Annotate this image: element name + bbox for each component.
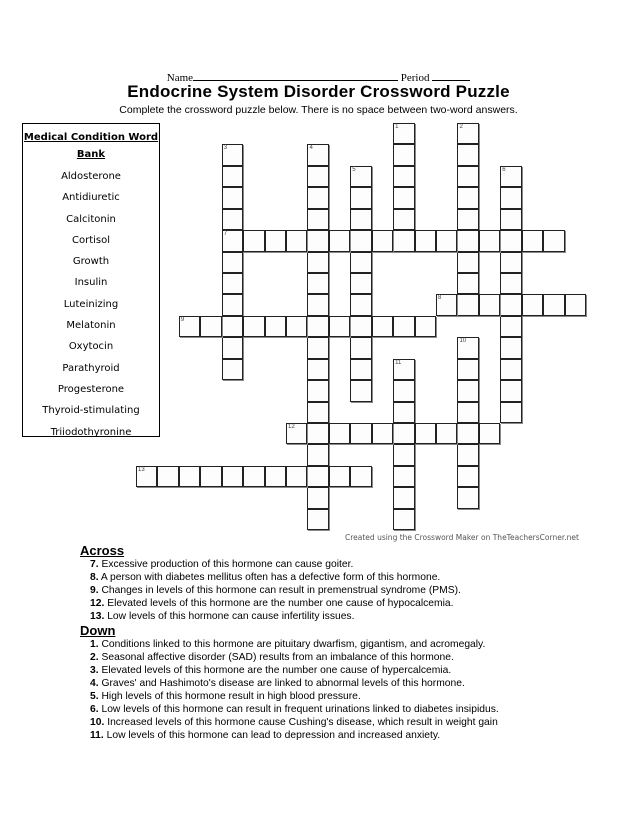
word-bank-item: Antidiuretic	[62, 192, 120, 204]
grid-cell[interactable]	[222, 252, 243, 273]
grid-cell[interactable]	[393, 423, 414, 444]
word-bank-item: Parathyroid	[62, 362, 120, 374]
clue-number-label: 8	[438, 295, 442, 302]
clue-number: 8.	[90, 572, 99, 583]
grid-cell[interactable]	[350, 209, 371, 230]
grid-cell[interactable]	[350, 466, 371, 487]
clue-text: Low levels of this hormone can cause infertility issues.	[107, 611, 355, 622]
grid-cell[interactable]	[350, 423, 371, 444]
grid-cell[interactable]	[243, 316, 264, 337]
grid-cell[interactable]	[500, 316, 521, 337]
clue-text: Seasonal affective disorder (SAD) results from an imbalance of this hormone.	[101, 652, 454, 663]
grid-cell[interactable]	[307, 487, 328, 508]
clue-text: High levels of this hormone result in high blood pressure.	[101, 691, 361, 702]
grid-cell[interactable]	[307, 402, 328, 423]
grid-cell[interactable]	[307, 144, 328, 165]
grid-cell[interactable]	[457, 123, 478, 144]
grid-cell[interactable]	[200, 466, 221, 487]
clue-text: Changes in levels of this hormone can result in premenstrual syndrome (PMS).	[101, 585, 461, 596]
grid-cell[interactable]	[222, 316, 243, 337]
clue-number: 7.	[90, 559, 99, 570]
clue-text: Elevated levels of this hormone are the number one cause of hypocalcemia.	[107, 598, 454, 609]
grid-cell[interactable]	[393, 359, 414, 380]
grid-cell[interactable]	[543, 230, 564, 251]
clue-number-label: 1	[395, 124, 399, 130]
grid-cell[interactable]	[307, 380, 328, 401]
grid-cell[interactable]	[479, 230, 500, 251]
grid-cell[interactable]	[393, 466, 414, 487]
down-clue	[80, 716, 600, 729]
grid-cell[interactable]	[136, 466, 157, 487]
grid-cell[interactable]	[500, 337, 521, 358]
grid-cell[interactable]	[222, 166, 243, 187]
grid-cell[interactable]	[265, 466, 286, 487]
grid-cell[interactable]	[307, 252, 328, 273]
clue-text: Elevated levels of this hormone are the number one cause of hypercalcemia.	[101, 665, 452, 676]
clue-number: 10.	[90, 717, 105, 728]
grid-cell[interactable]	[415, 423, 436, 444]
clue-number-label: 10	[459, 338, 467, 345]
grid-cell[interactable]	[500, 359, 521, 380]
clue-number: 4.	[90, 678, 99, 689]
grid-cell[interactable]	[222, 294, 243, 315]
clue-number: 1.	[90, 639, 99, 650]
across-clue	[80, 571, 600, 584]
word-bank-item: Insulin	[74, 277, 108, 289]
down-heading: Down	[80, 623, 116, 638]
grid-cell[interactable]	[372, 423, 393, 444]
grid-cell[interactable]	[479, 294, 500, 315]
grid-cell[interactable]	[457, 380, 478, 401]
word-bank-item: Aldosterone	[61, 171, 121, 182]
grid-cell[interactable]	[393, 509, 414, 530]
grid-cell[interactable]	[350, 337, 371, 358]
grid-cell[interactable]	[500, 380, 521, 401]
grid-cell[interactable]	[222, 359, 243, 380]
clue-number-label: 3	[223, 145, 228, 152]
grid-cell[interactable]	[457, 466, 478, 487]
clue-number-label: 9	[180, 316, 185, 323]
grid-cell[interactable]	[350, 230, 371, 251]
grid-cell[interactable]	[329, 316, 350, 337]
grid-cell[interactable]	[350, 294, 371, 315]
clue-number-label: 4	[309, 145, 313, 152]
grid-cell[interactable]	[286, 466, 307, 487]
clue-number: 3.	[90, 665, 99, 676]
grid-cell[interactable]	[457, 166, 478, 187]
across-heading: Across	[80, 543, 125, 558]
across-clue	[80, 610, 600, 623]
down-clue	[80, 690, 600, 703]
grid-cell[interactable]	[436, 230, 457, 251]
grid-cell[interactable]	[222, 466, 243, 487]
grid-cell[interactable]	[457, 294, 478, 315]
grid-cell[interactable]	[307, 444, 328, 465]
grid-cell[interactable]	[307, 359, 328, 380]
name-label: Name	[166, 72, 194, 84]
grid-cell[interactable]	[307, 209, 328, 230]
down-clues	[80, 638, 600, 742]
word-bank-item: Cortisol	[71, 234, 111, 246]
grid-cell[interactable]	[393, 230, 414, 251]
clue-text: Conditions linked to this hormone are pituitary dwarfism, gigantism, and acromegaly.	[101, 639, 486, 650]
grid-cell[interactable]	[500, 252, 521, 273]
grid-cell[interactable]	[393, 123, 414, 144]
grid-cell[interactable]	[479, 423, 500, 444]
grid-cell[interactable]	[500, 209, 521, 230]
grid-cell[interactable]	[457, 359, 478, 380]
clue-number-label: 12	[288, 424, 295, 431]
clue-text: Graves' and Hashimoto's disease are linked to abnormal levels of this hormone.	[101, 678, 465, 689]
grid-cell[interactable]	[307, 166, 328, 187]
clue-number-label: 2	[459, 124, 463, 130]
grid-cell[interactable]	[307, 337, 328, 358]
grid-cell[interactable]	[307, 230, 328, 251]
grid-cell[interactable]	[393, 316, 414, 337]
grid-cell[interactable]	[415, 316, 436, 337]
grid-cell[interactable]	[222, 187, 243, 208]
clues-section	[80, 543, 600, 742]
grid-cell[interactable]	[457, 187, 478, 208]
grid-cell[interactable]	[543, 294, 564, 315]
instructions: Complete the crossword puzzle below. There is no space between two-word answers.	[119, 104, 518, 116]
clue-number: 12.	[90, 598, 105, 609]
grid-cell[interactable]	[222, 144, 243, 165]
down-clue	[80, 638, 600, 651]
grid-cell[interactable]	[457, 487, 478, 508]
clue-number-label: 11	[395, 359, 402, 366]
grid-cell[interactable]	[393, 187, 414, 208]
grid-cell[interactable]	[286, 230, 307, 251]
grid-cell[interactable]	[307, 294, 328, 315]
page-title: Endocrine System Disorder Crossword Puzzle	[127, 82, 510, 101]
grid-cell[interactable]	[457, 444, 478, 465]
grid-cell[interactable]	[243, 230, 264, 251]
grid-cell[interactable]	[565, 294, 586, 315]
clue-text: Low levels of this hormone can lead to depression and increased anxiety.	[106, 730, 441, 741]
grid-cell[interactable]	[350, 166, 371, 187]
grid-cell[interactable]	[500, 294, 521, 315]
grid-cell[interactable]	[415, 230, 436, 251]
grid-cell[interactable]	[222, 230, 243, 251]
grid-cell[interactable]	[522, 230, 543, 251]
grid-cell[interactable]	[457, 144, 478, 165]
grid-cell[interactable]	[457, 337, 478, 358]
crossword-grid	[136, 123, 596, 533]
grid-cell[interactable]	[393, 487, 414, 508]
grid-cell[interactable]	[436, 423, 457, 444]
grid-cell[interactable]	[222, 209, 243, 230]
grid-cell[interactable]	[457, 209, 478, 230]
clue-text: Low levels of this hormone can result in frequent urinations linked to diabetes insipidus.	[101, 704, 499, 715]
grid-cell[interactable]	[500, 273, 521, 294]
clue-number-label: 7	[223, 231, 228, 238]
grid-cell[interactable]	[307, 316, 328, 337]
word-bank-item: Luteinizing	[63, 298, 119, 310]
grid-cell[interactable]	[372, 316, 393, 337]
word-bank-item: Oxytocin	[68, 341, 114, 353]
grid-cell[interactable]	[457, 230, 478, 251]
grid-cell[interactable]	[500, 187, 521, 208]
clue-number: 13.	[90, 611, 105, 622]
grid-cell[interactable]	[436, 294, 457, 315]
period-label: Period	[400, 72, 430, 84]
across-clue	[80, 597, 600, 610]
grid-cell[interactable]	[179, 466, 200, 487]
grid-cell[interactable]	[222, 337, 243, 358]
clue-text: Increased levels of this hormone cause Cushing's disease, which result in weight gain	[107, 717, 498, 728]
down-clue	[80, 677, 600, 690]
grid-cell[interactable]	[393, 380, 414, 401]
grid-cell[interactable]	[522, 294, 543, 315]
grid-cell[interactable]	[350, 252, 371, 273]
word-bank-item: Melatonin	[66, 320, 116, 332]
grid-cell[interactable]	[372, 230, 393, 251]
grid-cell[interactable]	[157, 466, 178, 487]
clue-number: 2.	[90, 652, 99, 663]
grid-cell[interactable]	[286, 423, 307, 444]
word-bank-item: Triiodothyronine	[50, 426, 132, 438]
grid-cell[interactable]	[350, 187, 371, 208]
word-bank-item: Thyroid-stimulating	[42, 405, 140, 417]
grid-cell[interactable]	[329, 423, 350, 444]
grid-cell[interactable]	[350, 316, 371, 337]
grid-cell[interactable]	[350, 273, 371, 294]
clue-number-label: 13	[138, 466, 145, 473]
grid-cell[interactable]	[307, 273, 328, 294]
grid-cell[interactable]	[500, 402, 521, 423]
across-clues	[80, 558, 600, 623]
clue-number: 5.	[90, 691, 99, 702]
grid-cell[interactable]	[500, 230, 521, 251]
clue-number: 6.	[90, 704, 99, 715]
down-clue	[80, 664, 600, 677]
grid-cell[interactable]	[243, 466, 264, 487]
name-field[interactable]	[193, 70, 398, 81]
word-bank-item: Growth	[72, 256, 110, 268]
grid-cell[interactable]	[393, 209, 414, 230]
grid-cell[interactable]	[393, 166, 414, 187]
down-clue	[80, 651, 600, 664]
clue-number: 11.	[90, 730, 104, 741]
clue-number-label: 6	[502, 166, 506, 173]
grid-cell[interactable]	[265, 316, 286, 337]
grid-cell[interactable]	[222, 273, 243, 294]
grid-cell[interactable]	[265, 230, 286, 251]
down-clue	[80, 729, 600, 742]
across-clue	[80, 584, 600, 597]
grid-cell[interactable]	[286, 316, 307, 337]
across-clue	[80, 558, 600, 571]
grid-cell[interactable]	[200, 316, 221, 337]
grid-cell[interactable]	[500, 166, 521, 187]
down-clue	[80, 703, 600, 716]
grid-cell[interactable]	[350, 359, 371, 380]
grid-cell[interactable]	[329, 466, 350, 487]
period-field[interactable]	[432, 70, 470, 81]
grid-cell[interactable]	[457, 423, 478, 444]
grid-cell[interactable]	[393, 144, 414, 165]
grid-cell[interactable]	[307, 187, 328, 208]
clue-number-label: 5	[352, 166, 356, 173]
word-bank-item: Progesterone	[57, 383, 125, 395]
grid-cell[interactable]	[329, 230, 350, 251]
grid-cell[interactable]	[457, 273, 478, 294]
word-bank-title: Medical Condition Word Bank	[23, 132, 159, 160]
clue-text: A person with diabetes mellitus often has a defective form of this hormone.	[100, 572, 441, 583]
clue-text: Excessive production of this hormone can cause goiter.	[101, 559, 354, 570]
grid-cell[interactable]	[307, 423, 328, 444]
grid-cell[interactable]	[179, 316, 200, 337]
grid-cell[interactable]	[307, 466, 328, 487]
credit-text: Created using the Crossword Maker on TheTeachersCorner.net	[345, 533, 579, 542]
grid-cell[interactable]	[457, 402, 478, 423]
grid-cell[interactable]	[307, 509, 328, 530]
grid-cell[interactable]	[393, 444, 414, 465]
grid-cell[interactable]	[350, 380, 371, 401]
grid-cell[interactable]	[457, 252, 478, 273]
grid-cell[interactable]	[393, 402, 414, 423]
clue-number: 9.	[90, 585, 99, 596]
word-bank-item: Calcitonin	[66, 213, 116, 225]
